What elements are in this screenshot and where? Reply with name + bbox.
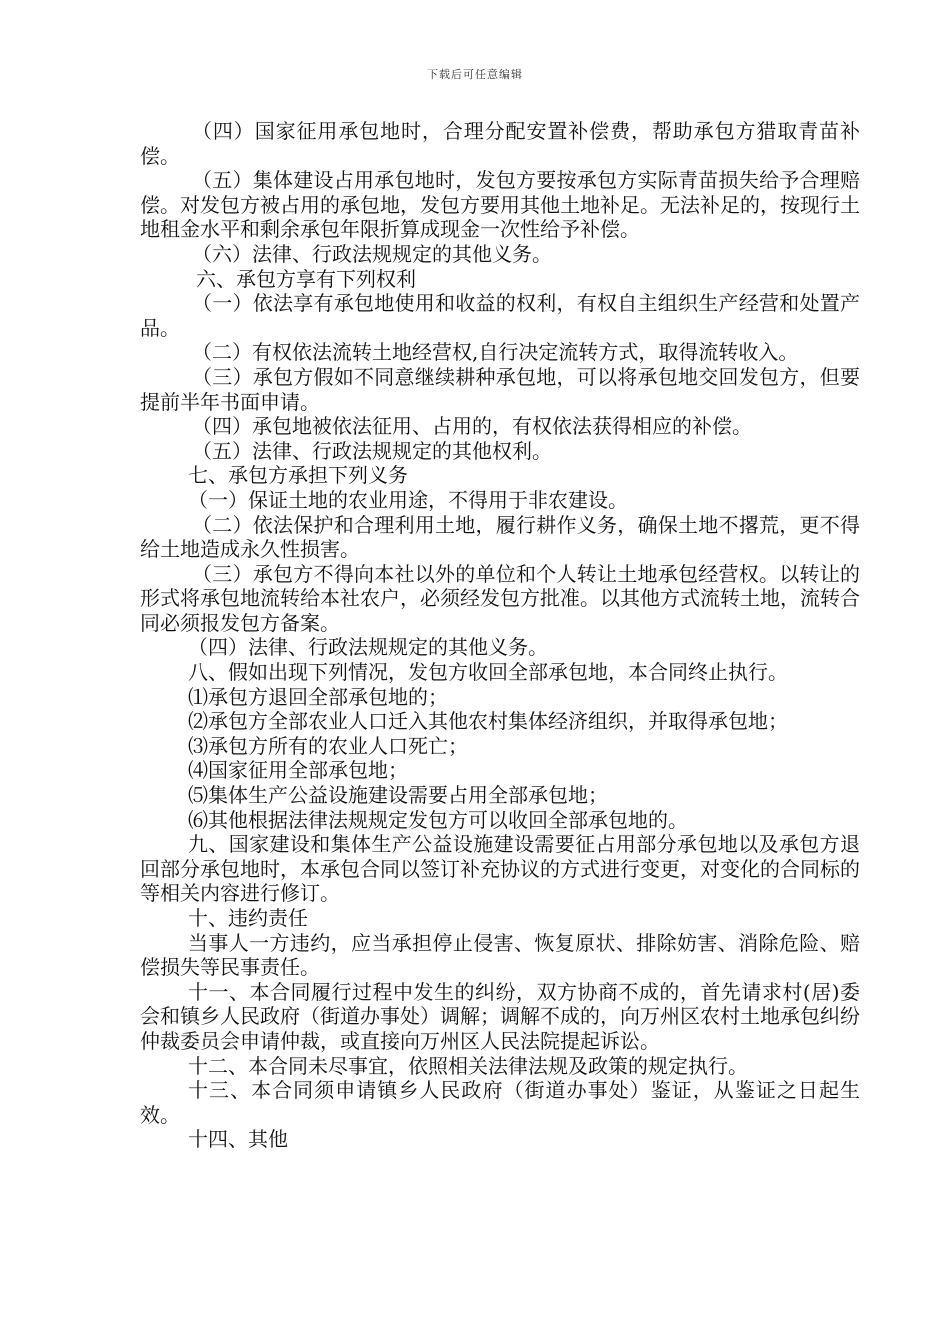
paragraph: （四）法律、行政法规规定的其他义务。: [188, 635, 548, 660]
list-item: ⑴承包方退回全部承包地的；: [188, 684, 448, 709]
section-heading: 十三、本合同须申请镇乡人民政府（街道办事处）鉴证，从鉴证之日起生效。: [140, 1078, 860, 1127]
paragraph: （四）国家征用承包地时，合理分配安置补偿费，帮助承包方猎取青苗补偿。: [140, 119, 860, 168]
section-heading: 六、承包方享有下列权利: [196, 266, 416, 291]
paragraph: （六）法律、行政法规规定的其他义务。: [192, 241, 552, 266]
page-header: 下载后可任意编辑: [427, 68, 523, 81]
paragraph: 当事人一方违约，应当承担停止侵害、恢复原状、排除妨害、消除危险、赔偿损失等民事责任。: [140, 930, 860, 980]
section-heading: 九、国家建设和集体生产公益设施建设需要征占用部分承包地以及承包方退回部分承包地时，本承包合同以签订补充协议的方式进行变更，对变化的合同标的等相关内容进行修订。: [140, 832, 860, 906]
paragraph: （三）承包方不得向本社以外的单位和个人转让土地承包经营权。以转让的形式将承包地流转给本社农户，必须经发包方批准。以其他方式流转土地，流转合同必须报发包方备案。: [140, 561, 860, 635]
paragraph: （五）集体建设占用承包地时，发包方要按承包方实际青苗损失给予合理赔偿。对发包方被占用的承包地，发包方要用其他土地补足。无法补足的，按现行土地租金水平和剩余承包年限折算成现金一次性给予补偿。: [140, 168, 860, 242]
document-body: [140, 119, 860, 1152]
paragraph: （四）承包地被依法征用、占用的，有权依法获得相应的补偿。: [192, 414, 752, 439]
list-item: ⑹其他根据法律法规规定发包方可以收回全部承包地的。: [188, 807, 688, 832]
paragraph: （一）依法享有承包地使用和收益的权利，有权自主组织生产经营和处置产品。: [140, 291, 860, 340]
section-heading: 八、假如出现下列情况，发包方收回全部承包地，本合同终止执行。: [188, 660, 788, 685]
section-heading: 十、违约责任: [188, 906, 308, 930]
list-item: ⑷国家征用全部承包地；: [188, 758, 408, 783]
paragraph: （五）法律、行政法规规定的其他权利。: [192, 438, 552, 463]
section-heading: 十二、本合同未尽事宜，依照相关法律法规及政策的规定执行。: [188, 1053, 748, 1078]
list-item: ⑶承包方所有的农业人口死亡；: [188, 733, 468, 758]
section-heading: 十四、其他: [188, 1127, 288, 1152]
paragraph: （一）保证土地的农业用途，不得用于非农建设。: [188, 487, 628, 512]
paragraph: （二）依法保护和合理利用土地，履行耕作义务，确保土地不撂荒，更不得给土地造成永久性损害。: [140, 512, 860, 562]
section-heading: 七、承包方承担下列义务: [188, 463, 408, 488]
list-item: ⑸集体生产公益设施建设需要占用全部承包地；: [188, 783, 608, 808]
section-heading: 十一、本合同履行过程中发生的纠纷，双方协商不成的，首先请求村(居)委会和镇乡人民政府（街道办事处）调解；调解不成的，向万州区农村土地承包纠纷仲裁委员会申请仲裁，或直接向万州区人民法院提起诉讼。: [140, 979, 860, 1053]
paragraph: （三）承包方假如不同意继续耕种承包地，可以将承包地交回发包方，但要提前半年书面申请。: [140, 364, 860, 414]
list-item: ⑵承包方全部农业人口迁入其他农村集体经济组织，并取得承包地；: [188, 709, 788, 734]
paragraph: （二）有权依法流转土地经营权,自行决定流转方式，取得流转收入。: [192, 340, 799, 365]
